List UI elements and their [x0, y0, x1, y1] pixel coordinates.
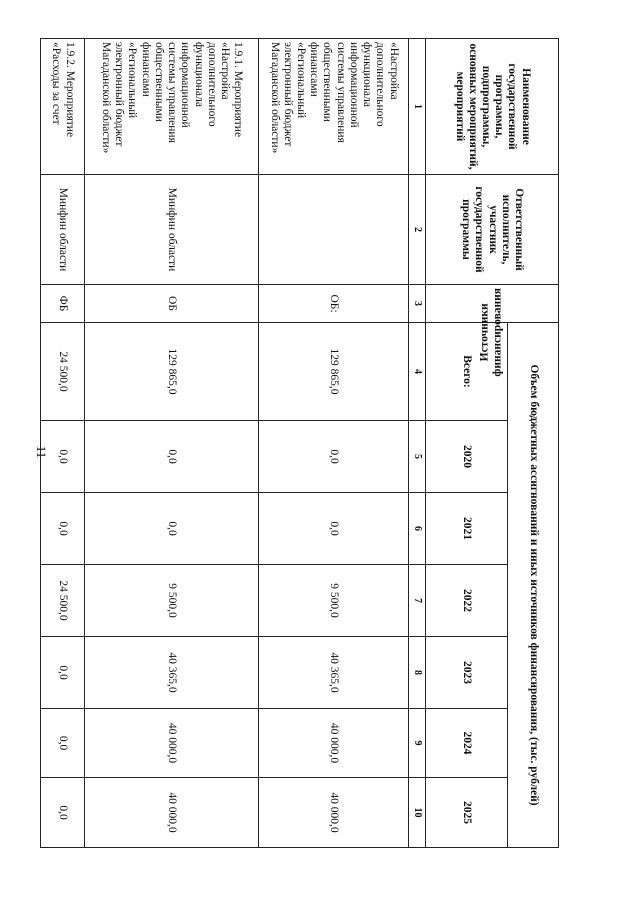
- row-value: 129 865,0: [85, 323, 259, 421]
- row-name: 1.9.1. Мероприятие «Настройка дополнительного функционала информационной системы управления общественными финансами «Региональный электронный бюджет Магаданской области»: [85, 39, 259, 175]
- index-cell: 3: [409, 285, 426, 323]
- index-cell: 1: [409, 39, 426, 175]
- header-year-2020: 2020: [426, 421, 508, 493]
- row-value: 0,0: [41, 709, 85, 778]
- row-source: ОБ:: [259, 285, 409, 323]
- index-cell: 9: [409, 709, 426, 778]
- page-number: 11: [34, 445, 49, 459]
- table-row: [41, 39, 85, 848]
- row-value: 0,0: [41, 493, 85, 565]
- header-executor: Ответственный исполнитель, участник государственной программы: [426, 175, 559, 285]
- index-cell: 8: [409, 637, 426, 709]
- header-year-2022: 2022: [426, 565, 508, 637]
- header-year-2025: 2025: [426, 778, 508, 848]
- row-value: 0,0: [85, 421, 259, 493]
- row-value: 0,0: [41, 637, 85, 709]
- row-name: «Настройка дополнительного функционала информационной системы управления общественными финансами «Региональный электронный бюджет Магаданской области»: [259, 39, 409, 175]
- row-value: 40 000,0: [85, 778, 259, 848]
- row-value: 24 500,0: [41, 323, 85, 421]
- index-cell: 2: [409, 175, 426, 285]
- row-executor: Минфин области: [85, 175, 259, 285]
- row-name: 1.9.2. Мероприятие «Расходы за счет: [41, 39, 85, 175]
- row-value: 0,0: [259, 421, 409, 493]
- row-value: 40 365,0: [85, 637, 259, 709]
- header-name: Наименование государственной программы, подпрограммы, основных мероприятий, мероприятий: [426, 39, 559, 175]
- index-row: [409, 39, 426, 848]
- header-source-label: Источники финансирования: [478, 288, 504, 377]
- row-value: 40 000,0: [85, 709, 259, 778]
- row-value: 9 500,0: [259, 565, 409, 637]
- index-cell: 7: [409, 565, 426, 637]
- row-executor: Минфин области: [41, 175, 85, 285]
- header-year-2021: 2021: [426, 493, 508, 565]
- row-value: 0,0: [85, 493, 259, 565]
- row-executor: [259, 175, 409, 285]
- header-year-2024: 2024: [426, 709, 508, 778]
- header-volume: Объем бюджетных ассигнований и иных источников финансирования, (тыс. рублей): [508, 323, 559, 848]
- row-source: ФБ: [41, 285, 85, 323]
- row-value: 0,0: [259, 493, 409, 565]
- index-cell: 6: [409, 493, 426, 565]
- row-value: 129 865,0: [259, 323, 409, 421]
- index-cell: 4: [409, 323, 426, 421]
- table-row: [259, 39, 409, 848]
- row-value: 40 000,0: [259, 709, 409, 778]
- row-value: 24 500,0: [41, 565, 85, 637]
- index-cell: 5: [409, 421, 426, 493]
- header-year-2023: 2023: [426, 637, 508, 709]
- row-value: 0,0: [41, 778, 85, 848]
- rotated-table-container: [50, 38, 559, 847]
- table-row: [85, 39, 259, 848]
- row-value: 40 000,0: [259, 778, 409, 848]
- row-source: ОБ: [85, 285, 259, 323]
- financing-table: [40, 38, 559, 848]
- row-value: 9 500,0: [85, 565, 259, 637]
- index-cell: 10: [409, 778, 426, 848]
- row-value: 40 365,0: [259, 637, 409, 709]
- header-year-total: Всего:: [426, 323, 508, 421]
- row-value: 0,0: [41, 421, 85, 493]
